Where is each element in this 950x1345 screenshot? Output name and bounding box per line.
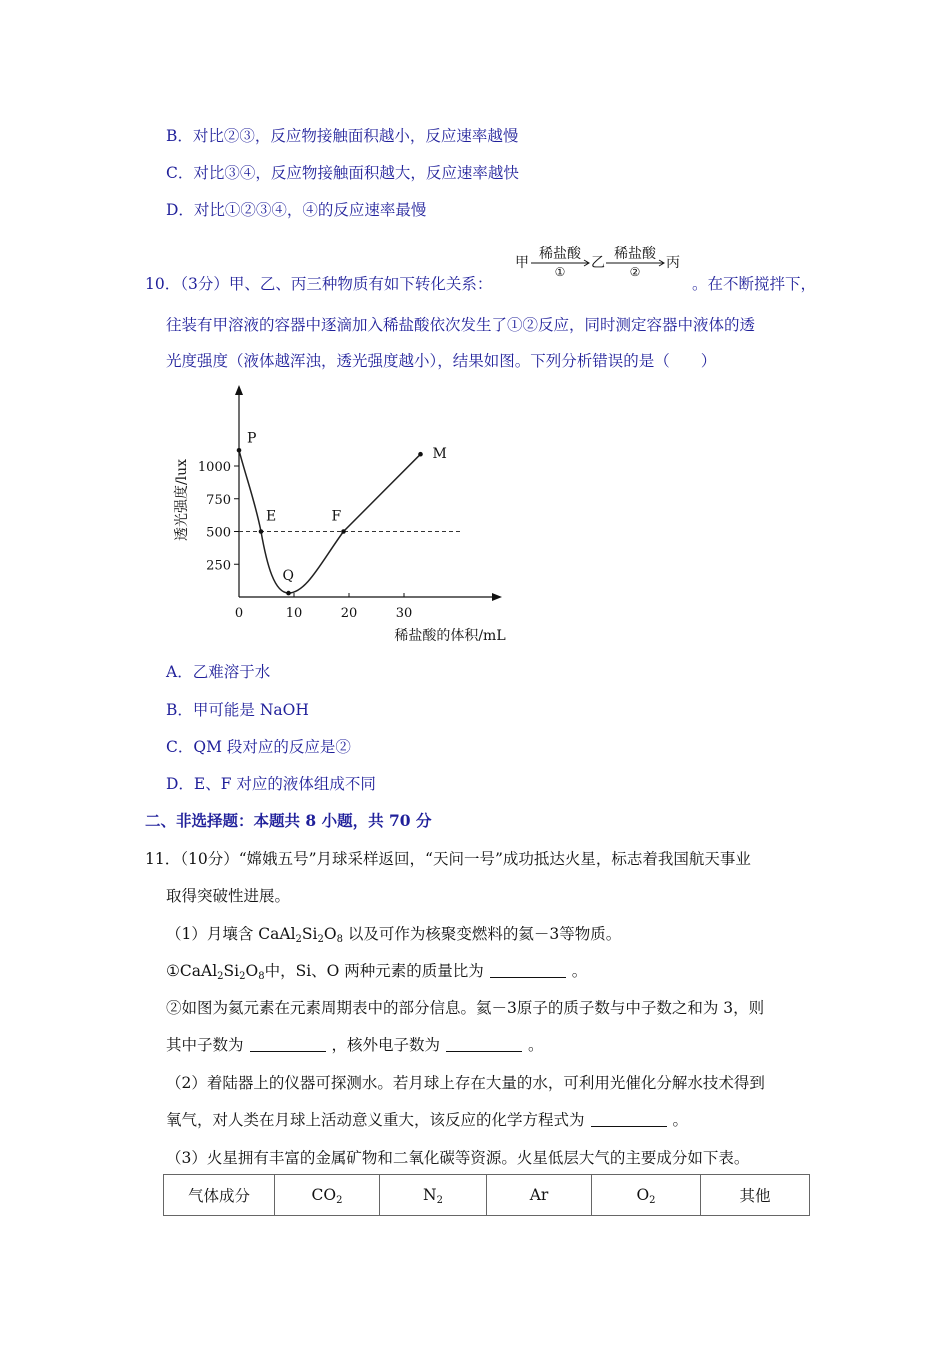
table-cell-co2 (275, 1175, 380, 1216)
q10-option-c: C．QM 段对应的反应是② (166, 738, 351, 756)
q11-sub-2-line-2 (166, 1033, 544, 1055)
reaction-reagent-2: 稀盐酸 (614, 246, 656, 262)
reaction-scheme (515, 242, 687, 278)
q11-part-1-b: Si (301, 925, 318, 943)
x-tick-label: 20 (340, 606, 358, 621)
subscript: 8 (336, 934, 343, 945)
q11-part-1-c: O (323, 925, 337, 943)
q10-option-d: D．E、F 对应的液体组成不同 (166, 775, 376, 793)
point-m (418, 452, 423, 457)
table-header-gas: 气体成分 (164, 1175, 275, 1216)
mars-atmosphere-table (163, 1174, 810, 1216)
table-cell-o2 (592, 1175, 701, 1216)
subscript: 2 (217, 971, 224, 982)
q11-part-2-a: 氧气，对人类在月球上活动意义重大，该反应的化学方程式为 (166, 1111, 585, 1129)
q11-sub-1-b: Si (223, 962, 240, 980)
table-row (164, 1175, 810, 1216)
x-tick-label: 30 (395, 606, 413, 621)
reaction-species-c: 丙 (666, 255, 680, 271)
reaction-reagent-1: 稀盐酸 (539, 246, 581, 262)
x-axis-label: 稀盐酸的体积/mL (394, 628, 506, 644)
subscript: 2 (239, 971, 246, 982)
q11-sub-2-line-1: ②如图为氦元素在元素周期表中的部分信息。氦－3原子的质子数与中子数之和为 3，则 (166, 999, 765, 1017)
co2-text: CO (311, 1186, 337, 1204)
q11-sub-1-a: ①CaAl (166, 962, 218, 980)
q11-part-2-b: 。 (672, 1111, 689, 1129)
q11-part-3: （3）火星拥有丰富的金属矿物和二氧化碳等资源。火星低层大气的主要成分如下表。 (166, 1149, 750, 1167)
point-e (259, 529, 264, 534)
point-label-m: M (432, 446, 447, 463)
subscript: 8 (258, 971, 265, 982)
option-b-prev: B．对比②③，反应物接触面积越小，反应速率越慢 (166, 127, 519, 145)
q10-option-b: B．甲可能是 NaOH (166, 701, 309, 719)
y-tick-label: 750 (206, 492, 231, 508)
point-label-q: Q (282, 568, 294, 585)
q11-part-1-d: 以及可作为核聚变燃料的氦－3等物质。 (342, 925, 622, 943)
reaction-species-a: 甲 (515, 255, 529, 271)
y-tick-label: 500 (206, 525, 231, 541)
y-tick-label: 250 (206, 558, 231, 574)
subscript: 2 (436, 1195, 443, 1206)
q11-sub-1-d: 中，Si、O 两种元素的质量比为 (264, 962, 484, 980)
reaction-step-1: ① (554, 265, 566, 278)
y-axis-arrow (235, 385, 243, 395)
table-cell-other: 其他 (701, 1175, 810, 1216)
q10-stem-end: 。在不断搅拌下， (692, 275, 817, 293)
q10-line-2: 往装有甲溶液的容器中逐滴加入稀盐酸依次发生了①②反应，同时测定容器中液体的透 (166, 316, 756, 334)
q11-sub-2-b: ，核外电子数为 (331, 1036, 441, 1054)
subscript: 2 (295, 934, 302, 945)
q11-sub-1 (166, 959, 587, 981)
point-label-e: E (266, 508, 277, 525)
point-label-p: P (247, 430, 257, 447)
n2-text: N (423, 1186, 437, 1204)
point-q (286, 591, 291, 596)
q10-option-a: A．乙难溶于水 (166, 663, 271, 681)
y-axis-label: 透光强度/lux (174, 458, 190, 542)
q10-stem-start: 10．（3分）甲、乙、丙三种物质有如下转化关系： (145, 275, 493, 293)
subscript: 2 (649, 1195, 656, 1206)
q11-sub-1-e: 。 (571, 962, 588, 980)
q11-sub-2-a: 其中子数为 (166, 1036, 244, 1054)
answer-blank-mass-ratio[interactable] (490, 963, 566, 978)
section-2-title: 二、非选择题：本题共 8 小题，共 70 分 (145, 811, 432, 830)
q11-line-2: 取得突破性进展。 (166, 887, 291, 905)
q11-part-1 (166, 922, 621, 944)
reaction-species-b: 乙 (591, 255, 605, 271)
q11-part-2-line-1: （2）着陆器上的仪器可探测水。若月球上存在大量的水，可利用光催化分解水技术得到 (166, 1074, 765, 1092)
option-c-prev: C．对比③④，反应物接触面积越大，反应速率越快 (166, 164, 519, 182)
point-f (341, 529, 346, 534)
x-tick-label: 0 (234, 606, 244, 621)
answer-blank-equation[interactable] (591, 1112, 667, 1127)
q11-sub-2-c: 。 (528, 1036, 544, 1054)
option-d-prev: D．对比①②③④，④的反应速率最慢 (166, 201, 427, 219)
point-p (237, 448, 242, 453)
q11-part-1-a: （1）月壤含 CaAl (166, 925, 296, 943)
reaction-step-2: ② (629, 265, 641, 278)
o2-text: O (636, 1186, 650, 1204)
x-tick-label: 10 (285, 606, 303, 621)
q11-part-2-line-2 (166, 1108, 688, 1130)
table-cell-n2 (380, 1175, 487, 1216)
q11-sub-1-c: O (245, 962, 259, 980)
answer-blank-electrons[interactable] (446, 1037, 522, 1052)
light-intensity-chart (168, 380, 513, 645)
q11-line-1: 11．（10分）“嫦娥五号”月球采样返回，“天问一号”成功抵达火星，标志着我国航天事业 (145, 850, 751, 868)
table-cell-ar: Ar (487, 1175, 592, 1216)
subscript: 2 (336, 1195, 343, 1206)
q10-line-3: 光度强度（液体越浑浊，透光强度越小），结果如图。下列分析错误的是（ ） (166, 352, 717, 370)
x-axis-arrow (492, 593, 502, 601)
y-tick-label: 1000 (197, 460, 231, 475)
answer-blank-neutrons[interactable] (250, 1037, 326, 1052)
subscript: 2 (317, 934, 324, 945)
point-label-f: F (331, 508, 342, 525)
